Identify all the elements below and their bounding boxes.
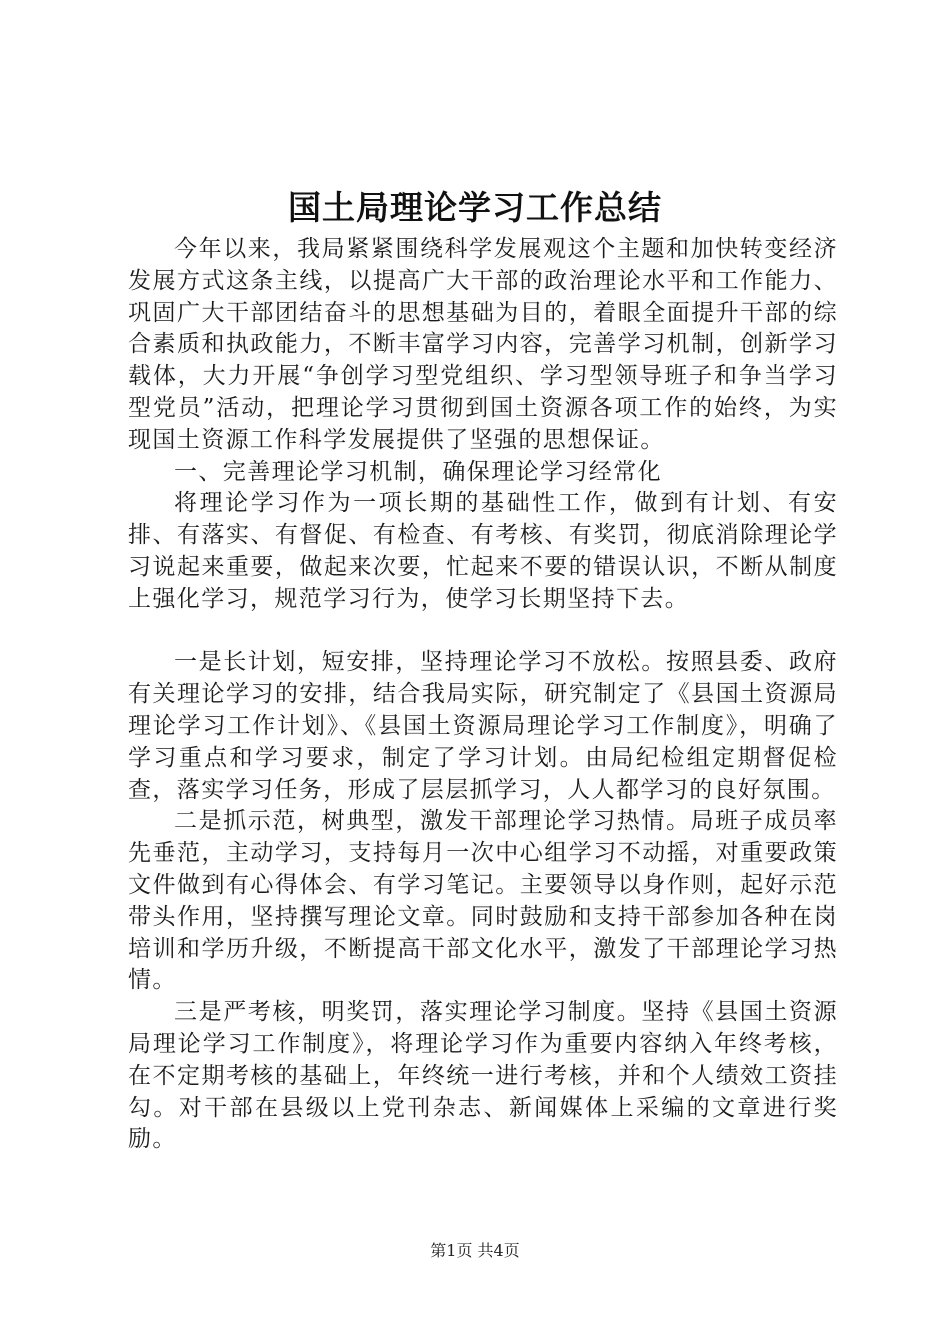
paragraph-spacer: [128, 616, 838, 648]
paragraph-point-3: 三是严考核，明奖罚，落实理论学习制度。坚持《县国土资源局理论学习工作制度》，将理论学习作为重要内容纳入年终考核，在不定期考核的基础上，年终统一进行考核，并和个人绩效工资挂勾。对干部在县级以上党刊杂志、新闻媒体上采编的文章进行奖励。: [128, 999, 838, 1153]
paragraph-section-1: 将理论学习作为一项长期的基础性工作，做到有计划、有安排、有落实、有督促、有检查、有考核、有奖罚，彻底消除理论学习说起来重要，做起来次要，忙起来不要的错误认识，不断从制度上强化学习，规范学习行为，使学习长期坚持下去。: [128, 490, 838, 612]
paragraph-intro: 今年以来，我局紧紧围绕科学发展观这个主题和加快转变经济发展方式这条主线，以提高广大干部的政治理论水平和工作能力、巩固广大干部团结奋斗的思想基础为目的，着眼全面提升干部的综合素质和执政能力，不断丰富学习内容，完善学习机制，创新学习载体，大力开展“争创学习型党组织、学习型领导班子和争当学习型党员”活动，把理论学习贯彻到国土资源各项工作的始终，为实现国土资源工作科学发展提供了坚强的思想保证。: [128, 236, 838, 453]
page-footer: 第1页 共4页: [430, 1241, 520, 1260]
paragraph-point-2: 二是抓示范，树典型，激发干部理论学习热情。局班子成员率先垂范，主动学习，支持每月一次中心组学习不动摇，对重要政策文件做到有心得体会、有学习笔记。主要领导以身作则，起好示范带头作用，坚持撰写理论文章。同时鼓励和支持干部参加各种在岗培训和学历升级，不断提高干部文化水平，激发了干部理论学习热情。: [128, 808, 838, 994]
paragraph-point-1: 一是长计划，短安排，坚持理论学习不放松。按照县委、政府有关理论学习的安排，结合我局实际，研究制定了《县国土资源局理论学习工作计划》、《县国土资源局理论学习工作制度》，明确了学习重点和学习要求，制定了学习计划。由局纪检组定期督促检查，落实学习任务，形成了层层抓学习，人人都学习的良好氛围。: [128, 649, 838, 803]
section-heading-1: 一、完善理论学习机制，确保理论学习经常化: [174, 458, 662, 485]
document-title: 国土局理论学习工作总结: [288, 188, 662, 227]
document-body: [128, 234, 838, 1156]
